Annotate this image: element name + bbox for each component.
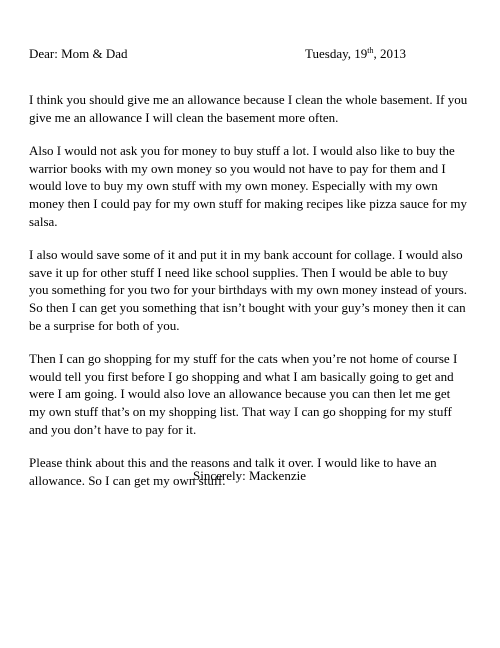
paragraph-line: would tell you first before I go shopping and what I am basically going to get and [29, 368, 454, 384]
date-year: , 2013 [373, 46, 406, 61]
paragraph-line: my own stuff that’s on my shopping list. That way I can go shopping for my stuff [29, 403, 452, 419]
paragraph-line: you something for you two for your birthdays with my own money instead of yours. [29, 282, 467, 298]
salutation: Dear: Mom & Dad [29, 46, 128, 61]
paragraph-line: were I am going. I would also love an allowance because you can then let me get [29, 386, 451, 402]
paragraph-line: I also would save some of it and put it in my bank account for collage. I would also [29, 247, 463, 263]
paragraph-line: money then I could pay for my own stuff for making recipes like pizza sauce for my [29, 195, 468, 211]
paragraph-line: save it up for other stuff I need like school supplies. Then I would be able to buy [29, 264, 449, 280]
paragraph-line: Also I would not ask you for money to buy stuff a lot. I would also like to buy the [29, 143, 455, 159]
paragraph-line: So then I can get you something that isn’t bought with your guy’s money then it can [29, 299, 466, 315]
paragraph-line: and you don’t have to pay for it. [29, 421, 197, 437]
signature: Sincerely: Mackenzie [193, 468, 306, 483]
paragraph-2 [29, 142, 479, 230]
paragraph-line: allowance. So I can get my own stuff. [29, 472, 226, 488]
paragraph-line: Then I can go shopping for my stuff for the cats when you’re not home of course I [29, 351, 458, 367]
paragraph-line: be a surprise for both of you. [29, 317, 180, 333]
letter-body [29, 91, 479, 505]
paragraph-4 [29, 350, 479, 438]
letter-date [305, 45, 406, 63]
paragraph-line: salsa. [29, 213, 58, 229]
paragraph-3 [29, 246, 479, 334]
letter-header [29, 45, 419, 63]
date-day: Tuesday, 19 [305, 46, 368, 61]
paragraph-line: would love to buy my own stuff with my own money. Especially with my own [29, 178, 438, 194]
paragraph-line: give me an allowance I will clean the basement more often. [29, 109, 339, 125]
paragraph-line: warrior books with my own money so you would not have to pay for them and I [29, 160, 446, 176]
paragraph-1 [29, 91, 479, 126]
paragraph-line: Please think about this and the reasons and talk it over. I would like to have an [29, 455, 437, 471]
paragraph-line: I think you should give me an allowance because I clean the whole basement. If you [29, 92, 468, 107]
date-ordinal-suffix: th [367, 46, 374, 55]
